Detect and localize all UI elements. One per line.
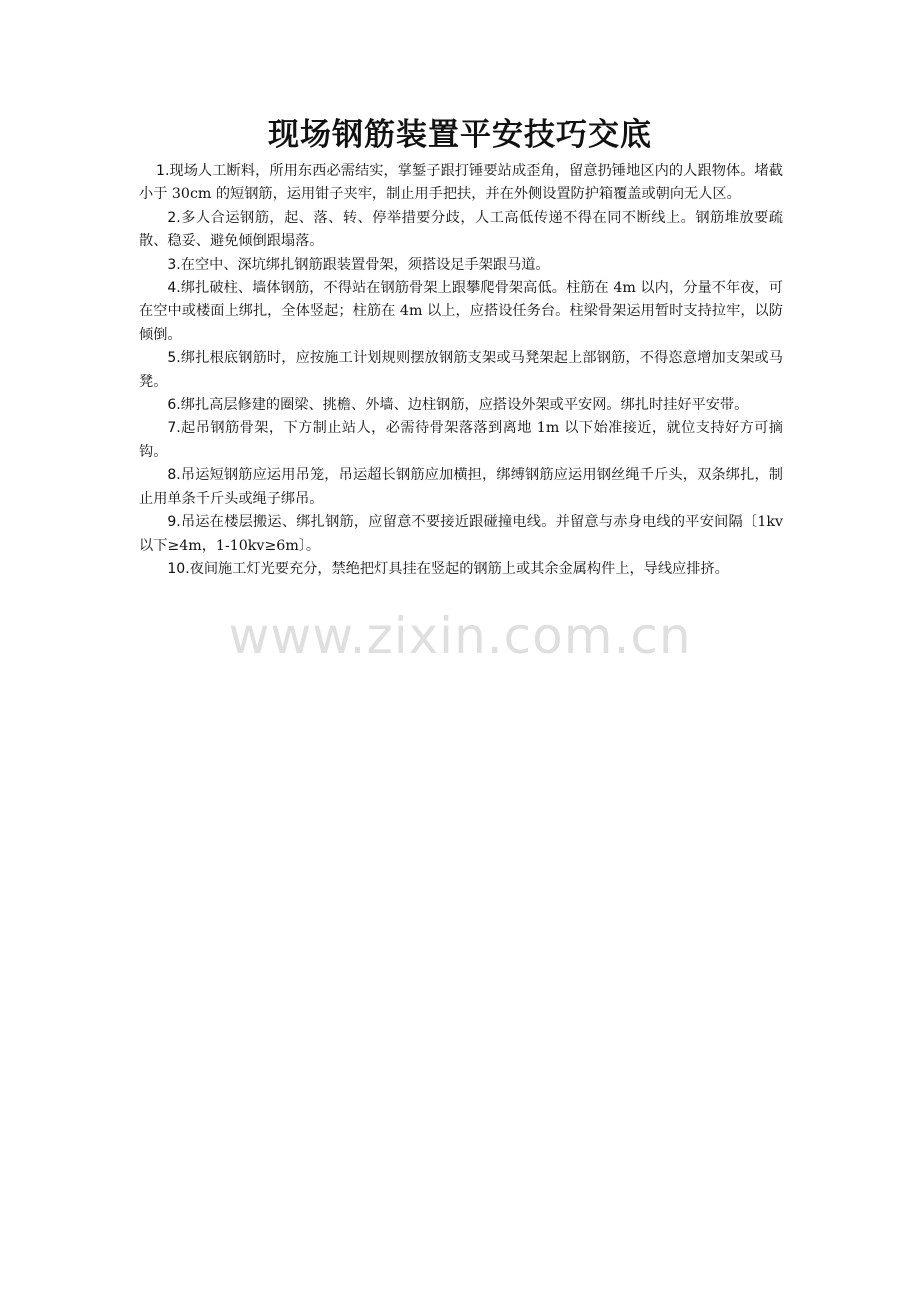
paragraph-number: 9.	[167, 514, 181, 531]
paragraph-6	[139, 394, 783, 417]
paragraph-number: 2.	[167, 209, 181, 226]
paragraph-2	[139, 207, 783, 254]
paragraph-number: 10.	[167, 560, 190, 577]
paragraph-3	[139, 254, 783, 277]
paragraph-4	[139, 277, 783, 347]
paragraph-10	[139, 558, 783, 581]
document-title: 现场钢筋装置平安技巧交底	[268, 117, 652, 153]
paragraph-7	[139, 417, 783, 464]
paragraph-text: 吊运短钢筋应运用吊笼，吊运超长钢筋应加横担，绑缚钢筋应运用钢丝绳千斤头，双条绑扎，制止用单条千斤头或绳子绑吊。	[139, 467, 783, 507]
paragraph-number: 5.	[167, 350, 181, 367]
paragraph-text: 夜间施工灯光要充分，禁绝把灯具挂在竖起的钢筋上或其余金属构件上，导线应排挤。	[189, 560, 729, 577]
paragraph-number: 3.	[167, 256, 181, 273]
paragraph-5	[139, 347, 783, 394]
paragraph-text: 绑扎高层修建的圈梁、挑檐、外墙、边柱钢筋，应搭设外架或平安网。绑扎时挂好平安带。	[180, 397, 749, 414]
paragraph-text: 绑扎根底钢筋时，应按施工计划规则摆放钢筋支架或马凳架起上部钢筋，不得恣意增加支架或马凳。	[139, 350, 783, 390]
paragraph-number: 8.	[167, 467, 181, 484]
paragraph-number: 1.	[156, 163, 170, 179]
paragraph-text: 现场人工断料，所用东西必需结实，掌錾子跟打锤要站成歪角，留意扔锤地区内的人跟物体。堵截小于 30cm 的短钢筋，运用钳子夹牢，制止用手把扶，并在外侧设置防护箱覆盖或朝向无人区。	[139, 163, 783, 203]
paragraph-text: 吊运在楼层搬运、绑扎钢筋，应留意不要接近跟碰撞电线。并留意与赤身电线的平安间隔〔1kv 以下≥4m，1-10kv≥6m〕。	[139, 514, 783, 554]
paragraph-number: 6.	[167, 397, 181, 414]
paragraph-text: 绑扎破柱、墙体钢筋，不得站在钢筋骨架上跟攀爬骨架高低。柱筋在 4m 以内，分量不年夜，可在空中或楼面上绑扎，全体竖起；柱筋在 4m 以上，应搭设任务台。柱梁骨架运用暂时支持拉牢，以防倾倒。	[139, 280, 783, 343]
paragraph-text: 在空中、深坑绑扎钢筋跟装置骨架，须搭设足手架跟马道。	[180, 256, 550, 273]
paragraph-number: 7.	[167, 420, 181, 437]
paragraph-1	[139, 160, 783, 207]
paragraph-9	[139, 511, 783, 558]
paragraph-text: 多人合运钢筋，起、落、转、停举措要分歧，人工高低传递不得在同不断线上。钢筋堆放要疏散、稳妥、避免倾倒跟塌落。	[139, 209, 783, 250]
paragraph-8	[139, 464, 783, 511]
document-body	[139, 160, 783, 581]
paragraph-text: 起吊钢筋骨架，下方制止站人，必需待骨架落落到离地 1m 以下始准接近，就位支持好方可摘钩。	[139, 420, 783, 460]
site-watermark: www.zixin.com.cn	[228, 607, 692, 665]
paragraph-number: 4.	[167, 280, 181, 297]
